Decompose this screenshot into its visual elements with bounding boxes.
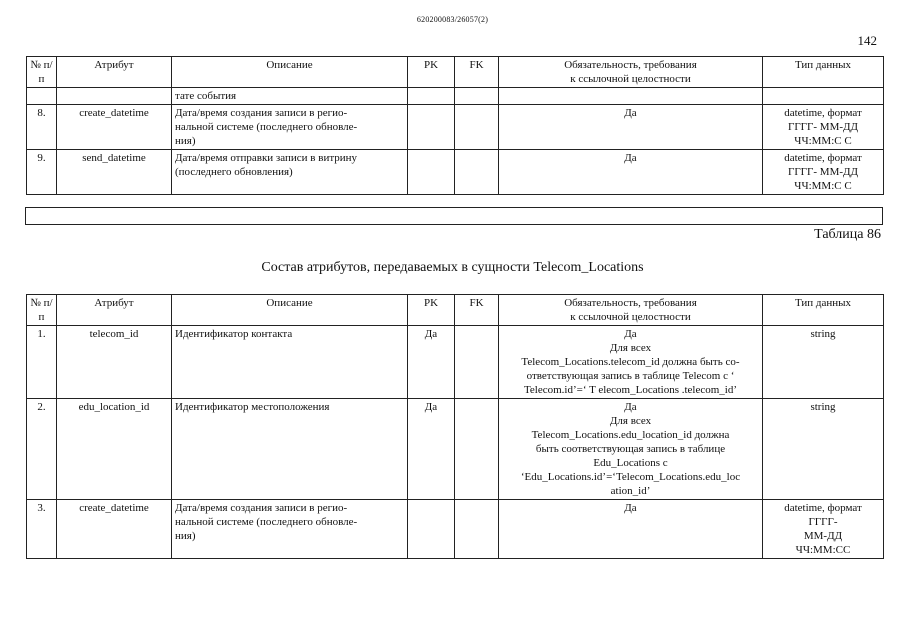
header-fk: FK xyxy=(455,295,499,326)
table-row xyxy=(27,399,884,500)
row-num: 1. xyxy=(27,326,57,399)
row-pk xyxy=(408,150,455,195)
header-pk: PK xyxy=(408,57,455,88)
header-pk: PK xyxy=(408,295,455,326)
row-pk xyxy=(408,105,455,150)
row-required: Да xyxy=(499,500,763,559)
row-attribute: telecom_id xyxy=(57,326,172,399)
header-num: № п/п xyxy=(27,57,57,88)
row-pk: Да xyxy=(408,326,455,399)
table-row xyxy=(27,105,884,150)
header-required: Обязательность, требования к ссылочной целостности xyxy=(499,57,763,88)
row-type: datetime, формат ГГГГ- ММ-ДД ЧЧ:ММ:СС xyxy=(763,500,884,559)
header-type: Тип данных xyxy=(763,57,884,88)
header-attribute: Атрибут xyxy=(57,295,172,326)
continuation-text: тате события xyxy=(172,88,408,105)
table-label: Таблица 86 xyxy=(814,227,881,242)
row-num: 9. xyxy=(27,150,57,195)
table-title: Состав атрибутов, передаваемых в сущности Telecom_Locations xyxy=(261,260,644,275)
row-fk xyxy=(455,150,499,195)
row-required: Да xyxy=(499,105,763,150)
row-num: 2. xyxy=(27,399,57,500)
row-num: 8. xyxy=(27,105,57,150)
header-num: № п/п xyxy=(27,295,57,326)
table-row xyxy=(27,88,884,105)
row-fk xyxy=(455,399,499,500)
row-description: Идентификатор контакта xyxy=(172,326,408,399)
page-number: 142 xyxy=(857,33,877,48)
table-row xyxy=(27,150,884,195)
row-type: string xyxy=(763,326,884,399)
row-attribute: edu_location_id xyxy=(57,399,172,500)
row-type: string xyxy=(763,399,884,500)
row-num: 3. xyxy=(27,500,57,559)
empty-band xyxy=(25,207,883,225)
header-fk: FK xyxy=(455,57,499,88)
header-description: Описание xyxy=(172,57,408,88)
row-description: Идентификатор местоположения xyxy=(172,399,408,500)
row-pk: Да xyxy=(408,399,455,500)
row-required: Да Для всех Telecom_Locations.telecom_id должна быть со- ответствующая запись в таблице Telecom с ‘ Telecom.id’=‘ T elecom_Locations .telecom_id’ xyxy=(499,326,763,399)
header-attribute: Атрибут xyxy=(57,57,172,88)
row-required: Да xyxy=(499,150,763,195)
row-attribute: create_datetime xyxy=(57,105,172,150)
row-type: datetime, формат ГГГГ- ММ-ДД ЧЧ:ММ:С С xyxy=(763,150,884,195)
row-attribute: send_datetime xyxy=(57,150,172,195)
row-description: Дата/время создания записи в регио- нальной системе (последнего обновле- ния) xyxy=(172,105,408,150)
attributes-table-continued xyxy=(26,56,884,195)
row-attribute: create_datetime xyxy=(57,500,172,559)
row-pk xyxy=(408,500,455,559)
row-description: Дата/время создания записи в регио- нальной системе (последнего обновле- ния) xyxy=(172,500,408,559)
table-header-row xyxy=(27,57,884,88)
row-fk xyxy=(455,500,499,559)
row-fk xyxy=(455,105,499,150)
header-required: Обязательность, требования к ссылочной целостности xyxy=(499,295,763,326)
telecom-locations-table xyxy=(26,294,884,559)
table-row xyxy=(27,500,884,559)
table-row xyxy=(27,326,884,399)
header-description: Описание xyxy=(172,295,408,326)
header-type: Тип данных xyxy=(763,295,884,326)
table-header-row xyxy=(27,295,884,326)
row-description: Дата/время отправки записи в витрину (последнего обновления) xyxy=(172,150,408,195)
document-code: 620200083/26057(2) xyxy=(416,15,489,24)
row-required: Да Для всех Telecom_Locations.edu_location_id должна быть соответствующая запись в таблице Edu_Locations с ‘Edu_Locations.id’=‘Telecom_Locations.edu_loc ation_id’ xyxy=(499,399,763,500)
row-fk xyxy=(455,326,499,399)
row-type: datetime, формат ГГГГ- ММ-ДД ЧЧ:ММ:С С xyxy=(763,105,884,150)
